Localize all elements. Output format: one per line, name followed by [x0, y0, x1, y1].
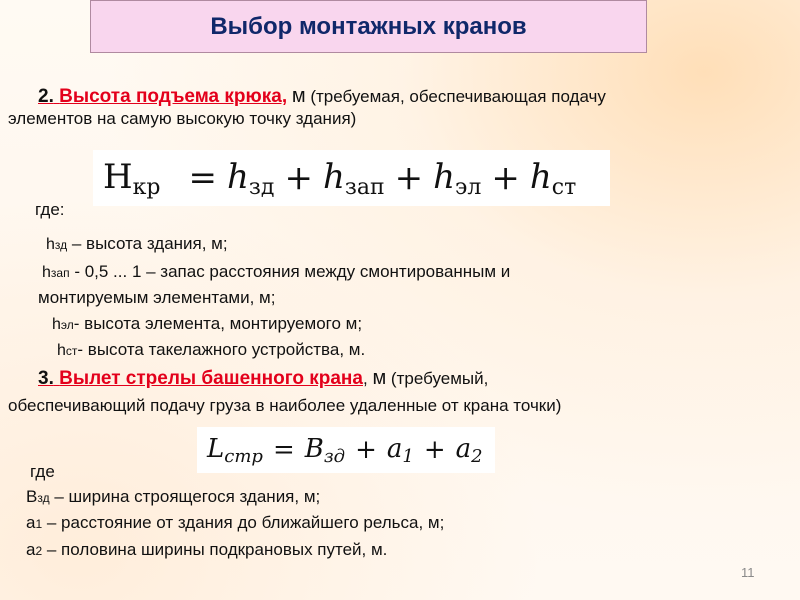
definition-hzd: hзд – высота здания, м; [46, 234, 228, 253]
definition-a1: а1 – расстояние от здания до ближайшего рельса, м; [26, 513, 445, 532]
section2-heading-text: Высота подъема крюка, [59, 86, 288, 107]
formula1-term2: $h_{зап}$ [322, 156, 385, 200]
section3-heading [38, 368, 363, 389]
formula1-lhs: $H_{кр}$ [103, 156, 161, 200]
definition-bzd: Взд – ширина строящегося здания, м; [26, 487, 321, 506]
where-label-1: где: [35, 200, 65, 219]
definition-hzap: hзап - 0,5 ... 1 – запас расстояния между смонтированным и [42, 262, 511, 281]
formula-boom-reach [197, 427, 495, 473]
where-label-2: где [30, 462, 55, 481]
title-box [90, 0, 647, 53]
definition-hst: hст- высота такелажного устройства, м. [57, 340, 366, 359]
formula2-term1: $B_{зд}$ [304, 433, 346, 467]
formula2-plus2: + [423, 435, 446, 465]
formula1-plus1: + [284, 158, 313, 198]
formula2-eq: = [272, 435, 295, 465]
section2-desc-line1: (требуемая, обеспечивающая подачу [310, 87, 606, 106]
section3-desc-line2: обеспечивающий подачу груза в наиболее удаленные от крана точки) [8, 396, 562, 415]
formula2-term3: $a_2$ [455, 433, 483, 467]
section2-number: 2. [38, 86, 54, 107]
section2-heading [38, 86, 287, 107]
formula1-eq: = [188, 158, 217, 198]
formula1-term4: $h_{ст}$ [529, 156, 577, 200]
formula-hook-height [93, 150, 610, 206]
section2-heading-line [38, 85, 606, 108]
section3-comma: , [362, 369, 368, 388]
section3-heading-text: Вылет стрелы башенного крана [59, 368, 363, 389]
definition-hel: hэл- высота элемента, монтируемого м; [52, 314, 363, 333]
formula1-term3: $h_{эл}$ [433, 156, 482, 200]
section3-desc-line1: (требуемый, [390, 369, 489, 388]
section2-desc-line2: элементов на самую высокую точку здания) [8, 109, 357, 128]
section3-unit: м [372, 367, 387, 389]
section2-unit: м [291, 85, 306, 107]
definition-a2: а2 – половина ширины подкрановых путей, м. [26, 540, 388, 559]
formula2-plus1: + [355, 435, 377, 465]
definition-hzap-cont: монтируемым элементами, м; [38, 288, 276, 307]
formula2-lhs: $L_{стр}$ [207, 433, 263, 467]
slide-title: Выбор монтажных кранов [210, 12, 527, 40]
formula1-plus3: + [491, 158, 520, 198]
formula2-term2: $a_1$ [386, 433, 414, 467]
formula1-plus2: + [394, 158, 424, 198]
section3-heading-line [38, 367, 488, 390]
formula1-term1: $h_{зд}$ [227, 156, 275, 200]
page-number: 11 [741, 565, 755, 580]
section3-number: 3. [38, 368, 54, 389]
